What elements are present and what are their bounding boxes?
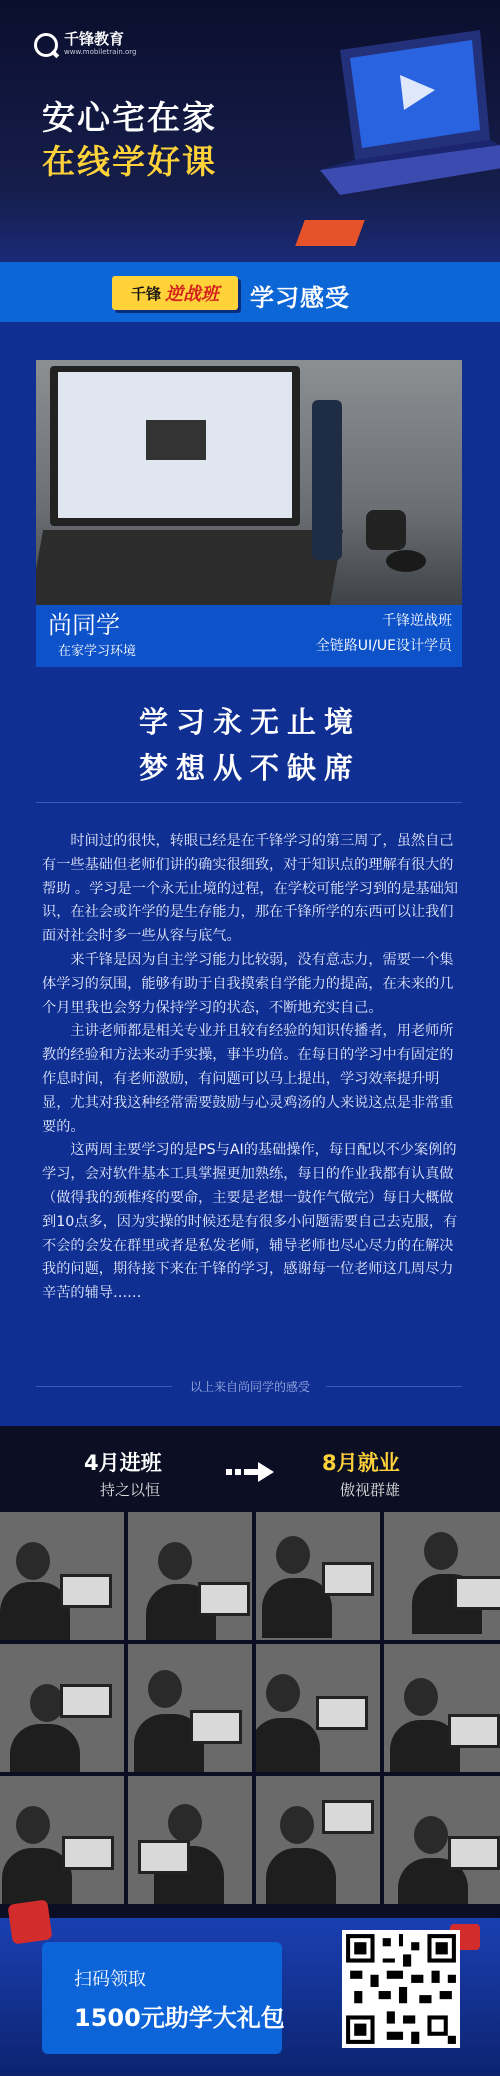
- slogan-line1: 学习永无止境: [138, 705, 361, 739]
- arrow-right-icon: [226, 1462, 276, 1482]
- milestone-start-sub: 持之以恒: [100, 1481, 161, 1499]
- decor-block: [295, 220, 364, 246]
- student-class: 千锋逆战班: [382, 613, 452, 629]
- grid-photo: [384, 1776, 500, 1904]
- student-major: 全链路UI/UE设计学员: [315, 638, 452, 654]
- grid-photo: [0, 1512, 124, 1640]
- brand-name: 千锋教育: [64, 30, 125, 48]
- promo-line1: 扫码领取: [74, 1969, 146, 1990]
- grid-photo: [384, 1644, 500, 1772]
- student-name: 尚同学: [48, 611, 120, 639]
- promo-line2: 1500元助学大礼包: [74, 2004, 285, 2032]
- hero-title-line1: 安心宅在家: [42, 98, 217, 137]
- gift-icon: [7, 1899, 52, 1944]
- footnote: 以上来自尚同学的感受: [189, 1380, 310, 1394]
- grid-photo: [256, 1776, 380, 1904]
- logo-icon: [34, 33, 58, 57]
- badge-main: 逆战班: [165, 284, 219, 305]
- grid-photo: [128, 1512, 252, 1640]
- badge-prefix: 千锋: [130, 284, 161, 303]
- slogan-line2: 梦想从不缺席: [138, 751, 361, 785]
- grid-photo: [0, 1644, 124, 1772]
- laptop-illustration: [300, 30, 500, 210]
- paragraph: 来千锋是因为自主学习能力比较弱，没有意志力，需要一个集体学习的氛围，能够有助于自我摸索自学能力的提高，在未来的几个月里我也会努力保持学习的状态，不断地充实自己。: [42, 951, 454, 1016]
- divider: [36, 802, 462, 803]
- paragraph: 时间过的很快，转眼已经是在千锋学习的第三周了，虽然自己有一些基础但老师们讲的确实很细致，对于知识点的理解有很大的帮助 。学习是一个永无止境的过程，在学校可能学习到的是基础知识，在社会或许学的是生存能力，那在千锋所学的东西可以让我们面对社会时多一些从容与底气。: [42, 833, 458, 945]
- grid-photo: [128, 1644, 252, 1772]
- grid-photo: [256, 1512, 380, 1640]
- grid-photo: [128, 1776, 252, 1904]
- grid-photo: [256, 1644, 380, 1772]
- photo-grid: [0, 1512, 500, 1904]
- grid-photo: [0, 1776, 124, 1904]
- hero-title-line2: 在线学好课: [42, 142, 217, 181]
- brand-url: www.mobiletrain.org: [64, 48, 137, 56]
- study-environment-photo: [36, 360, 462, 610]
- brand-logo[interactable]: [34, 32, 137, 57]
- section-title: 学习感受: [250, 284, 350, 312]
- milestone-end: 8月就业: [322, 1451, 400, 1475]
- milestone-start: 4月进班: [84, 1451, 162, 1475]
- qr-code-icon: [342, 1930, 460, 2048]
- testimonial-body: [42, 830, 462, 1306]
- class-badge: [112, 276, 238, 310]
- grid-photo: [384, 1512, 500, 1640]
- paragraph: 主讲老师都是相关专业并且较有经验的知识传播者，用老师所教的经验和方法来动手实操，事半功倍。在每日的学习中有固定的作息时间，有老师激励，有问题可以马上提出，学习效率提升明显，尤其对我这种经常需要鼓励与心灵鸡汤的人来说这点是非常重要的。: [42, 1023, 454, 1135]
- qr-code[interactable]: [342, 1930, 460, 2048]
- paragraph: 这两周主要学习的是PS与AI的基础操作，每日配以不少案例的学习，会对软件基本工具掌握更加熟练，每日的作业我都有认真做（做得我的颈椎疼的要命，主要是老想一鼓作气做完）每日大概做到10点多，因为实操的时候还是有很多小问题需要自己去克服，有不会的会发在群里或者是私发老师，辅导老师也尽心尽力的在解决我的问题，期待接下来在千锋的学习，感谢每一位老师这几周尽力辛苦的辅导……: [42, 1142, 458, 1302]
- student-env: 在家学习环境: [58, 644, 137, 659]
- milestone-end-sub: 傲视群雄: [340, 1481, 401, 1499]
